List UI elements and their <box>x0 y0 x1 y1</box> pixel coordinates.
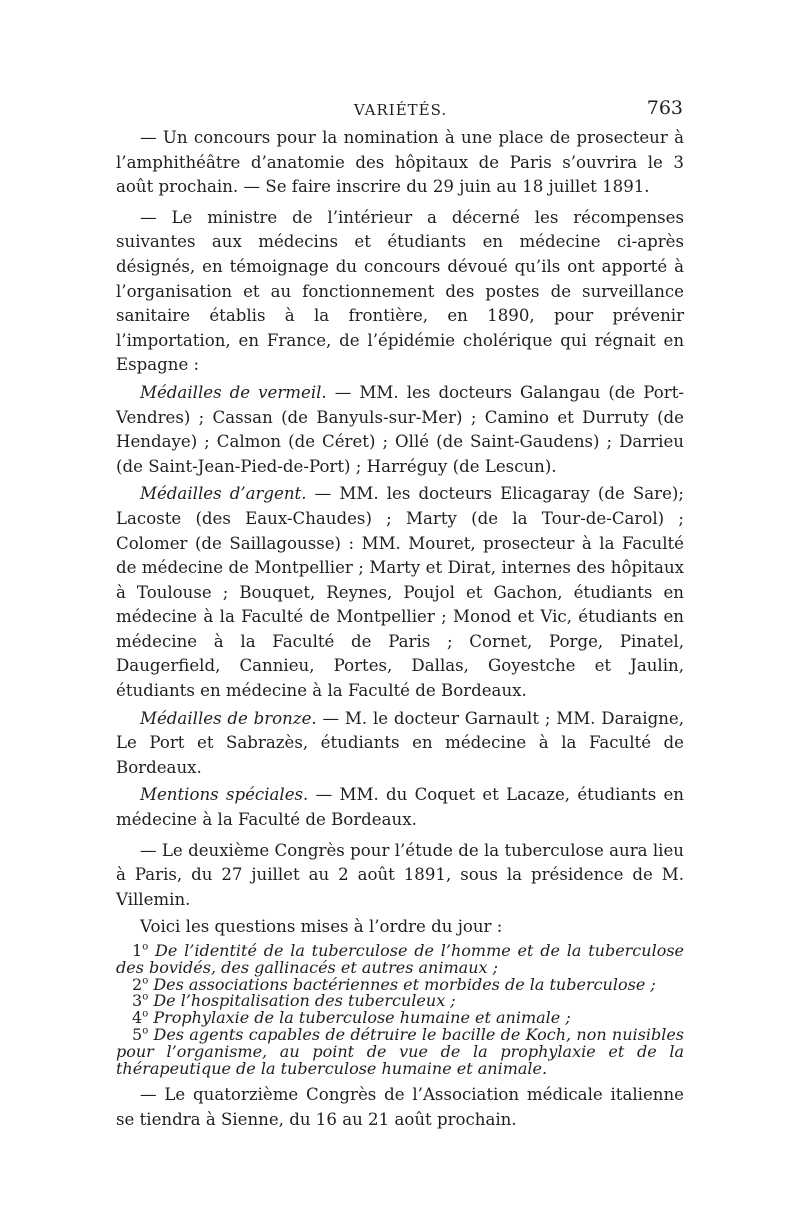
question-number: 1 <box>132 941 143 960</box>
page-header <box>118 97 683 121</box>
question-ordinal: o <box>142 1008 149 1020</box>
paragraph-medailles-argent <box>116 482 684 703</box>
question-number: 3 <box>132 991 143 1011</box>
paragraph-ordre-du-jour: Voici les questions mises à l’ordre du jour : <box>140 917 503 937</box>
paragraph-congres-sienne: — Le quatorzième Congrès de l’Association médicale italienne se tiendra à Sienne, du 16 au 21 août prochain. <box>116 1085 684 1129</box>
argent-text: — MM. les docteurs Elicagaray (de Sare); Lacoste (des Eaux-Chaudes) ; Marty (de la Tour-de-Carol) ; Colomer (de Saillagousse) : MM. Mouret, prosecteur à la Faculté de médecine de Montpellier ; Marty et Dirat, internes des hôpitaux à Toulouse ; Bouquet, Reynes, Poujol et Gachon, étudiants en médecine à la Faculté de Montpellier ; Monod et Vic, étudiants en médecine à la Faculté de Paris ; Cornet, Porge, Pinatel, Daugerfield, Cannieu, Portes, Dallas, Goyestche et Jaulin, étudiants en médecine à la Faculté de Bordeaux. <box>116 484 684 701</box>
question-text: De l’identité de la tuberculose de l’homme et de la tuberculose des bovidés, des gallinacés et autres animaux ; <box>116 941 685 977</box>
question-ordinal: o <box>142 992 149 1004</box>
paragraph-medailles-bronze <box>116 707 684 781</box>
vermeil-label: Médailles de vermeil. <box>140 382 327 402</box>
paragraph-congres-tuberculose: — Le deuxième Congrès pour l’étude de la tuberculose aura lieu à Paris, du 27 juillet au 2 août 1891, sous la présidence de M. Villemin. <box>116 840 684 909</box>
question-ordinal: o <box>142 975 149 987</box>
paragraph-medailles-vermeil <box>116 381 684 479</box>
paragraph-ministre-recompenses: — Le ministre de l’intérieur a décerné les récompenses suivantes aux médecins et étudiants en médecine ci-après désignés, en témoignage du concours dévoué qu’ils ont apporté à l’organisation et au fonctionnement des postes de surveillance sanitaire établis à la frontière, en 1890, pour prévenir l’importation, en France, de l’épidémie cholérique qui régnait en Espagne : <box>116 207 684 375</box>
mentions-label: Mentions spéciales. <box>140 785 309 805</box>
bronze-text: — M. le docteur Garnault ; MM. Daraigne, Le Port et Sabrazès, étudiants en médecine à la Faculté de Bordeaux. <box>116 708 684 777</box>
question-ordinal: o <box>142 941 149 953</box>
argent-label: Médailles d’argent. <box>140 484 307 504</box>
question-text: De l’hospitalisation des tuberculeux ; <box>153 991 456 1011</box>
paragraph-prosecteur-concours: — Un concours pour la nomination à une place de prosecteur à l’amphithéâtre d’anatomie des hôpitaux de Paris s’ouvrira le 3 août prochain. — Se faire inscrire du 29 juin au 18 juillet 1891. <box>116 128 684 197</box>
question-text: Des agents capables de détruire le bacille de Koch, non nuisibles pour l’organisme, au point de vue de la prophylaxie et de la thérapeutique de la tuberculose humaine et animale. <box>116 1024 684 1078</box>
question-number: 2 <box>132 974 143 994</box>
vermeil-text: — MM. les docteurs Galangau (de Port-Vendres) ; Cassan (de Banyuls-sur-Mer) ; Camino et Durruty (de Hendaye) ; Calmon (de Céret) ; Ollé (de Saint-Gaudens) ; Darrieu (de Saint-Jean-Pied-de-Port) ; Harréguy (de Lescun). <box>116 382 684 476</box>
mentions-text: — MM. du Coquet et Lacaze, étudiants en médecine à la Faculté de Bordeaux. <box>116 785 684 830</box>
page-number: 763 <box>646 97 683 119</box>
question-number: 5 <box>132 1024 143 1044</box>
list-item <box>116 1024 684 1078</box>
body-text <box>116 126 684 1136</box>
list-item <box>116 943 684 977</box>
question-number: 4 <box>132 1008 143 1028</box>
running-title: VARIÉTÉS. <box>353 101 448 119</box>
questions-list <box>116 943 684 1077</box>
question-ordinal: o <box>142 1025 149 1037</box>
paragraph-mentions-speciales <box>116 783 684 832</box>
question-text: Des associations bactériennes et morbides de la tuberculose ; <box>153 974 656 994</box>
question-text: Prophylaxie de la tuberculose humaine et animale ; <box>153 1008 571 1028</box>
bronze-label: Médailles de bronze. <box>140 708 317 728</box>
